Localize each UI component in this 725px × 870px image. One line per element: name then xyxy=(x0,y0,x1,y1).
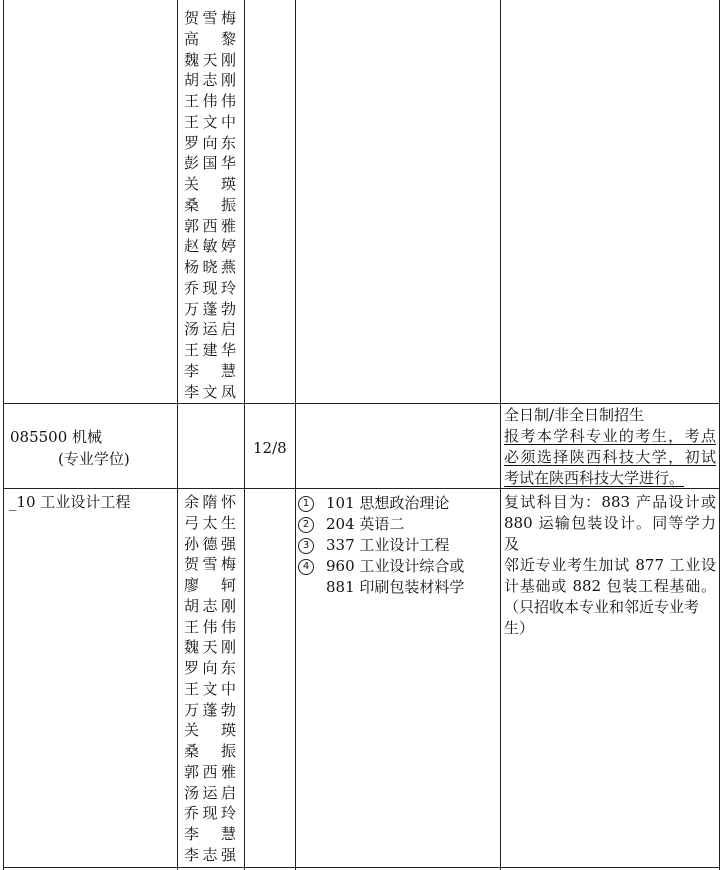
advisor-name xyxy=(184,637,236,658)
note-line-underlined: 报考本学科专业的考生，考点 xyxy=(504,427,716,445)
advisor-name-char: 东 xyxy=(221,133,237,152)
advisor-name-char: 志 xyxy=(202,71,218,90)
advisor-name-char: 志 xyxy=(202,596,218,615)
exam-subject xyxy=(298,556,464,577)
advisor-name-char: 余 xyxy=(184,493,200,511)
advisor-name-char: 李 xyxy=(184,361,200,380)
advisor-name-char: 王 xyxy=(184,679,200,698)
exam-subject xyxy=(298,514,464,535)
advisor-name xyxy=(184,617,236,638)
advisor-name-char xyxy=(203,575,218,596)
advisor-name-char: 乔 xyxy=(184,804,200,823)
advisor-name-char: 中 xyxy=(221,112,237,131)
advisor-name-char: 雪 xyxy=(202,9,218,27)
advisor-name-char: 婷 xyxy=(221,237,237,256)
advisor-name-char: 轲 xyxy=(221,576,237,594)
column-divider-2 xyxy=(244,0,245,870)
advisor-name-char: 刚 xyxy=(221,71,237,90)
advisor-name-char: 郭 xyxy=(184,216,200,235)
advisor-name-char: 王 xyxy=(184,341,200,359)
advisor-name xyxy=(184,340,236,361)
advisor-name-char: 太 xyxy=(202,513,218,532)
advisor-name xyxy=(184,236,236,257)
advisor-name xyxy=(184,112,236,133)
advisor-name-char: 华 xyxy=(221,154,237,173)
advisor-name-char: 文 xyxy=(202,382,218,401)
advisor-name-char xyxy=(203,824,218,845)
note-line: （只招收本专业和邻近专业考 xyxy=(504,598,700,616)
advisor-name-char: 文 xyxy=(202,679,218,698)
advisor-name-char: 勃 xyxy=(221,299,237,318)
table-border-right xyxy=(719,0,720,870)
circled-number: 2 xyxy=(298,517,314,533)
advisor-name-char: 晓 xyxy=(202,258,218,276)
advisor-name-char: 杨 xyxy=(184,258,200,276)
advisor-name-char: 西 xyxy=(202,762,218,781)
advisor-name-char: 廖 xyxy=(184,576,200,594)
advisor-name-char: 梅 xyxy=(221,9,237,27)
advisor-name-char: 运 xyxy=(202,320,218,339)
advisor-name-char xyxy=(203,720,218,741)
note-line-underlined: 考试在陕西科技大学进行。 xyxy=(504,469,685,487)
advisor-name xyxy=(184,299,236,320)
advisor-name-char: 燕 xyxy=(221,258,237,276)
advisor-name xyxy=(184,679,236,700)
advisor-name-char: 彭 xyxy=(184,154,200,173)
advisor-name-char: 凤 xyxy=(221,382,237,401)
advisor-name xyxy=(184,278,236,299)
advisor-name-char: 启 xyxy=(221,783,237,802)
advisor-name-char: 华 xyxy=(221,341,237,359)
advisor-list-direction xyxy=(184,492,236,866)
advisor-name xyxy=(184,845,236,866)
advisor-name xyxy=(184,762,236,783)
column-divider-1 xyxy=(177,0,178,870)
advisor-name xyxy=(184,824,236,845)
exam-subject-list xyxy=(298,493,464,598)
advisor-name-char: 刚 xyxy=(221,638,237,657)
advisor-name xyxy=(184,492,236,513)
advisor-name-char: 向 xyxy=(202,659,218,677)
advisor-name-char: 振 xyxy=(221,742,237,760)
advisor-name-char: 梅 xyxy=(221,555,237,574)
advisor-name-char: 德 xyxy=(202,534,218,553)
advisor-name xyxy=(184,803,236,824)
exam-subject-text: 204 英语二 xyxy=(326,515,405,533)
advisor-name xyxy=(184,319,236,340)
advisor-name xyxy=(184,195,236,216)
advisor-name-char: 强 xyxy=(221,534,237,553)
advisor-name-char: 强 xyxy=(221,845,237,864)
advisor-name-char: 伟 xyxy=(221,617,237,636)
advisor-name-char: 天 xyxy=(202,50,218,69)
note-line: 全日制/非全日制招生 xyxy=(504,406,645,424)
advisor-name xyxy=(184,91,236,112)
advisor-name-char: 桑 xyxy=(184,742,200,760)
advisor-name-char xyxy=(203,174,218,195)
advisor-name-char xyxy=(203,29,218,50)
advisor-name-char: 刚 xyxy=(221,50,237,69)
advisor-name xyxy=(184,174,236,195)
advisor-name xyxy=(184,575,236,596)
advisor-name-char: 志 xyxy=(202,845,218,864)
advisor-name-char: 敏 xyxy=(202,237,218,256)
exam-subject xyxy=(298,493,464,514)
advisor-name-char: 启 xyxy=(221,320,237,339)
advisor-name-char: 雅 xyxy=(221,762,237,781)
exam-subject-text: 101 思想政治理论 xyxy=(326,494,450,512)
advisor-name-char: 隋 xyxy=(202,493,218,511)
advisor-name xyxy=(184,513,236,534)
advisor-name xyxy=(184,658,236,679)
advisor-name-char: 胡 xyxy=(184,596,200,615)
advisor-name-char: 乔 xyxy=(184,278,200,297)
advisor-name-char: 瑛 xyxy=(221,175,237,193)
advisor-name-char: 桑 xyxy=(184,195,200,214)
advisor-name-char: 王 xyxy=(184,617,200,636)
advisor-name xyxy=(184,554,236,575)
advisor-name xyxy=(184,50,236,71)
advisor-list-top xyxy=(184,8,236,402)
advisor-name-char: 建 xyxy=(202,341,218,359)
advisor-name-char: 国 xyxy=(202,154,218,173)
advisor-name xyxy=(184,534,236,555)
advisor-name-char: 伟 xyxy=(221,92,237,110)
advisor-name-char: 王 xyxy=(184,112,200,131)
advisor-name-char: 李 xyxy=(184,845,200,864)
advisor-name-char: 慧 xyxy=(221,825,237,843)
advisor-name xyxy=(184,783,236,804)
advisor-name-char: 黎 xyxy=(221,29,237,48)
row-divider-1 xyxy=(3,403,720,404)
advisor-name-char: 中 xyxy=(221,679,237,698)
advisor-name xyxy=(184,700,236,721)
advisor-name-char xyxy=(203,195,218,216)
advisor-name xyxy=(184,720,236,741)
note-line: 880 运输包装设计。同等学力及 xyxy=(504,514,716,553)
advisor-name-char: 胡 xyxy=(184,71,200,90)
advisor-name-char: 伟 xyxy=(202,617,218,636)
advisor-name-char xyxy=(203,361,218,382)
advisor-name-char: 郭 xyxy=(184,762,200,781)
note-line: 复试科目为：883 产品设计或 xyxy=(504,493,716,511)
advisor-name-char: 弓 xyxy=(184,513,200,532)
advisor-name-char: 雪 xyxy=(202,555,218,574)
advisor-name-char: 伟 xyxy=(202,92,218,110)
advisor-name-char: 怀 xyxy=(221,493,237,511)
advisor-name-char: 罗 xyxy=(184,659,200,677)
advisor-name xyxy=(184,8,236,29)
advisor-name xyxy=(184,153,236,174)
advisor-name-char: 瑛 xyxy=(221,721,237,740)
exam-subject-text: 337 工业设计工程 xyxy=(326,536,450,554)
advisor-name-char: 万 xyxy=(184,299,200,318)
advisor-name xyxy=(184,70,236,91)
advisor-name-char: 玲 xyxy=(221,278,237,297)
advisor-name-char: 贺 xyxy=(184,555,200,574)
advisor-name xyxy=(184,216,236,237)
exam-subject-text: 960 工业设计综合或 xyxy=(326,557,465,575)
advisor-name-char: 现 xyxy=(202,278,218,297)
major-code-name: 085500 机械 xyxy=(10,428,103,446)
advisor-name-char: 雅 xyxy=(221,216,237,235)
advisor-name-char: 李 xyxy=(184,825,200,843)
advisor-name-char: 王 xyxy=(184,92,200,110)
advisor-name-char: 孙 xyxy=(184,534,200,553)
advisor-name-char: 生 xyxy=(221,513,237,532)
advisor-name-char: 刚 xyxy=(221,596,237,615)
major-note xyxy=(504,405,716,489)
exam-subject-text: 881 印刷包装材料学 xyxy=(326,578,465,596)
advisor-name-char: 魏 xyxy=(184,50,200,69)
advisor-name xyxy=(184,361,236,382)
advisor-name-char: 汤 xyxy=(184,783,200,802)
circled-number: 4 xyxy=(298,559,314,575)
circled-number: 1 xyxy=(298,496,314,512)
advisor-name-char: 西 xyxy=(202,216,218,235)
advisor-name-char: 关 xyxy=(184,721,200,740)
advisor-name-char: 向 xyxy=(202,133,218,152)
advisor-name-char: 汤 xyxy=(184,320,200,339)
advisor-name-char: 蓬 xyxy=(202,299,218,318)
table-border-bottom xyxy=(3,867,720,868)
advisor-name xyxy=(184,596,236,617)
advisor-name-char: 运 xyxy=(202,783,218,802)
advisor-name-char: 现 xyxy=(202,804,218,823)
research-direction: _10 工业设计工程 xyxy=(9,493,131,511)
advisor-name xyxy=(184,741,236,762)
note-line-underlined: 必须选择陕西科技大学，初试 xyxy=(504,448,716,466)
note-line: 生） xyxy=(504,619,535,637)
advisor-name-char xyxy=(203,741,218,762)
advisor-name-char: 天 xyxy=(202,638,218,657)
advisor-name-char: 贺 xyxy=(184,9,200,27)
exam-subject xyxy=(298,535,464,556)
advisor-name-char: 玲 xyxy=(221,804,237,823)
advisor-name-char: 文 xyxy=(202,112,218,131)
circled-number: 3 xyxy=(298,538,314,554)
direction-note xyxy=(504,492,716,639)
advisor-name xyxy=(184,382,236,403)
advisor-name-char: 罗 xyxy=(184,133,200,152)
advisor-name-char: 魏 xyxy=(184,638,200,657)
note-line: 计基础或 882 包装工程基础。 xyxy=(504,577,716,595)
advisor-name-char: 勃 xyxy=(221,700,237,719)
exam-subject xyxy=(298,577,464,598)
advisor-name-char: 高 xyxy=(184,29,200,48)
advisor-name xyxy=(184,133,236,154)
advisor-name-char: 关 xyxy=(184,175,200,193)
advisor-name xyxy=(184,257,236,278)
advisor-name-char: 东 xyxy=(221,659,237,677)
advisor-name-char: 蓬 xyxy=(202,700,218,719)
advisor-name-char: 振 xyxy=(221,195,237,214)
major-degree-type: (专业学位) xyxy=(58,450,130,468)
column-divider-4 xyxy=(500,0,501,870)
column-divider-3 xyxy=(295,0,296,870)
advisor-name-char: 赵 xyxy=(184,237,200,256)
advisor-name-char: 李 xyxy=(184,382,200,401)
note-line: 邻近专业考生加试 877 工业设 xyxy=(504,556,716,574)
enrollment-count: 12/8 xyxy=(253,439,287,457)
table-border-left xyxy=(3,0,4,870)
advisor-name-char: 万 xyxy=(184,700,200,719)
advisor-name xyxy=(184,29,236,50)
advisor-name-char: 慧 xyxy=(221,361,237,380)
